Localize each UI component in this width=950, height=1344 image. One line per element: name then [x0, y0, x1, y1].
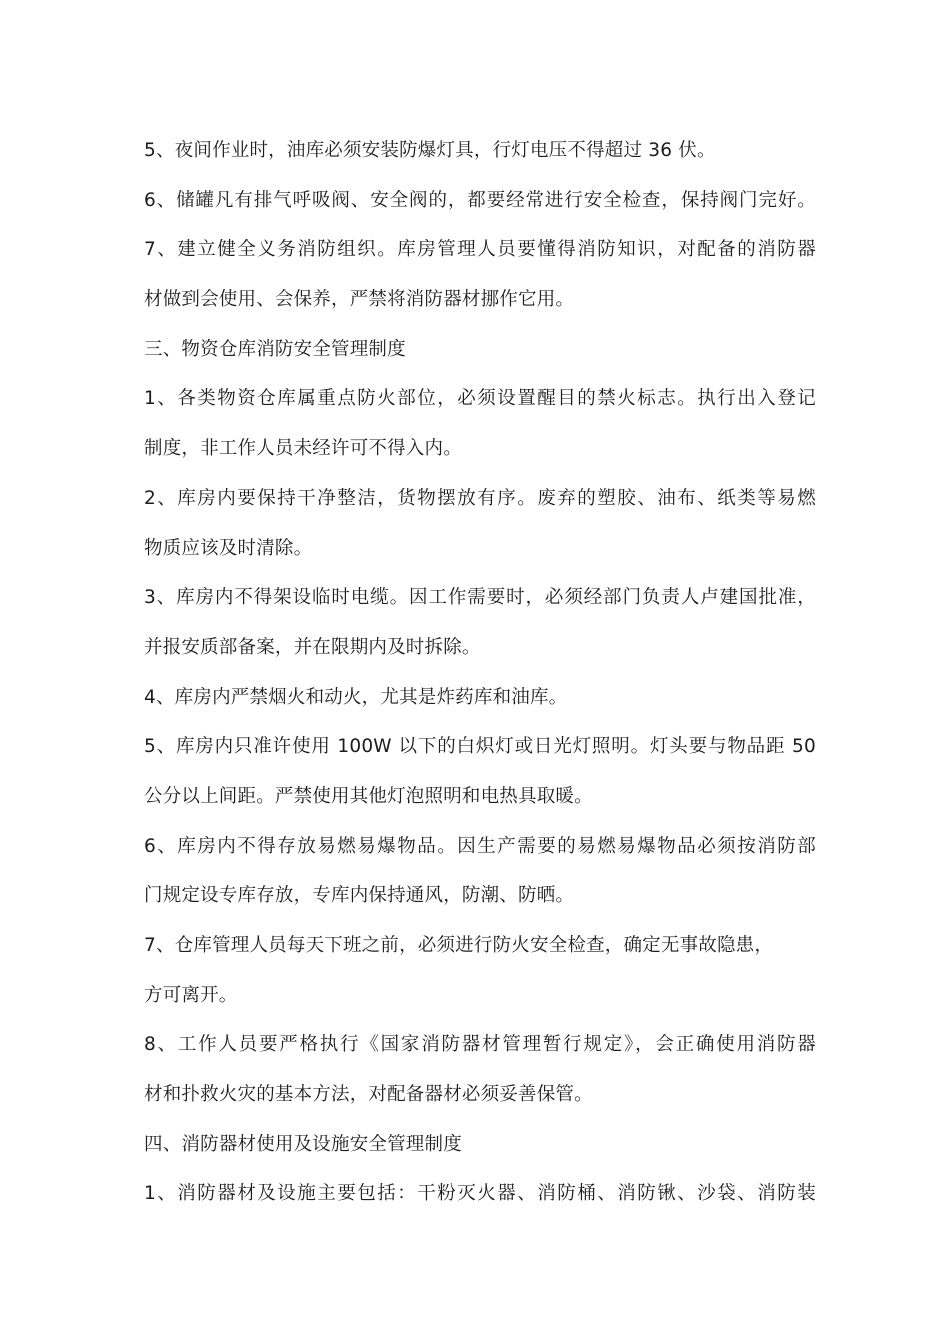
- section-heading: 四、消防器材使用及设施安全管理制度: [144, 1133, 462, 1155]
- text-line: 7、建立健全义务消防组织。库房管理人员要懂得消防知识，对配备的消防器: [144, 239, 816, 261]
- text-line: 并报安质部备案，并在限期内及时拆除。: [144, 636, 481, 658]
- text-line: 物质应该及时清除。: [144, 537, 313, 559]
- text-line: 2、库房内要保持干净整洁，货物摆放有序。废弃的塑胶、油布、纸类等易燃: [144, 487, 816, 509]
- text-line: 制度，非工作人员未经许可不得入内。: [144, 438, 462, 460]
- text-line: 6、储罐凡有排气呼吸阀、安全阀的，都要经常进行安全检查，保持阀门完好。: [144, 189, 816, 211]
- text-line: 7、仓库管理人员每天下班之前，必须进行防火安全检查，确定无事故隐患，: [144, 935, 774, 956]
- text-line: 公分以上间距。严禁使用其他灯泡照明和电热具取暖。: [144, 785, 593, 807]
- text-line: 5、夜间作业时，油库必须安装防爆灯具，行灯电压不得超过 36 伏。: [144, 140, 716, 161]
- section-heading: 三、物资仓库消防安全管理制度: [144, 338, 406, 360]
- text-line: 门规定设专库存放，专库内保持通风，防潮、防晒。: [144, 885, 575, 907]
- text-line: 6、库房内不得存放易燃易爆物品。因生产需要的易燃易爆物品必须按消防部: [144, 835, 816, 857]
- text-line: 材和扑救火灾的基本方法，对配备器材必须妥善保管。: [144, 1084, 593, 1106]
- text-line: 4、库房内严禁烟火和动火，尤其是炸药库和油库。: [144, 686, 568, 708]
- document-body: [144, 134, 816, 1227]
- text-line: 8、工作人员要严格执行《国家消防器材管理暂行规定》，会正确使用消防器: [144, 1034, 816, 1056]
- text-line: 3、库房内不得架设临时电缆。因工作需要时，必须经部门负责人卢建国批准，: [144, 587, 816, 609]
- text-line: 方可离开。: [144, 984, 238, 1006]
- text-line: 材做到会使用、会保养，严禁将消防器材挪作它用。: [144, 289, 575, 311]
- text-line: 1、各类物资仓库属重点防火部位，必须设置醒目的禁火标志。执行出入登记: [144, 388, 816, 410]
- text-line: 5、库房内只准许使用 100W 以下的白炽灯或日光灯照明。灯头要与物品距 50: [144, 736, 816, 758]
- text-line: 1、消防器材及设施主要包括：干粉灭火器、消防桶、消防锹、沙袋、消防装: [144, 1183, 816, 1205]
